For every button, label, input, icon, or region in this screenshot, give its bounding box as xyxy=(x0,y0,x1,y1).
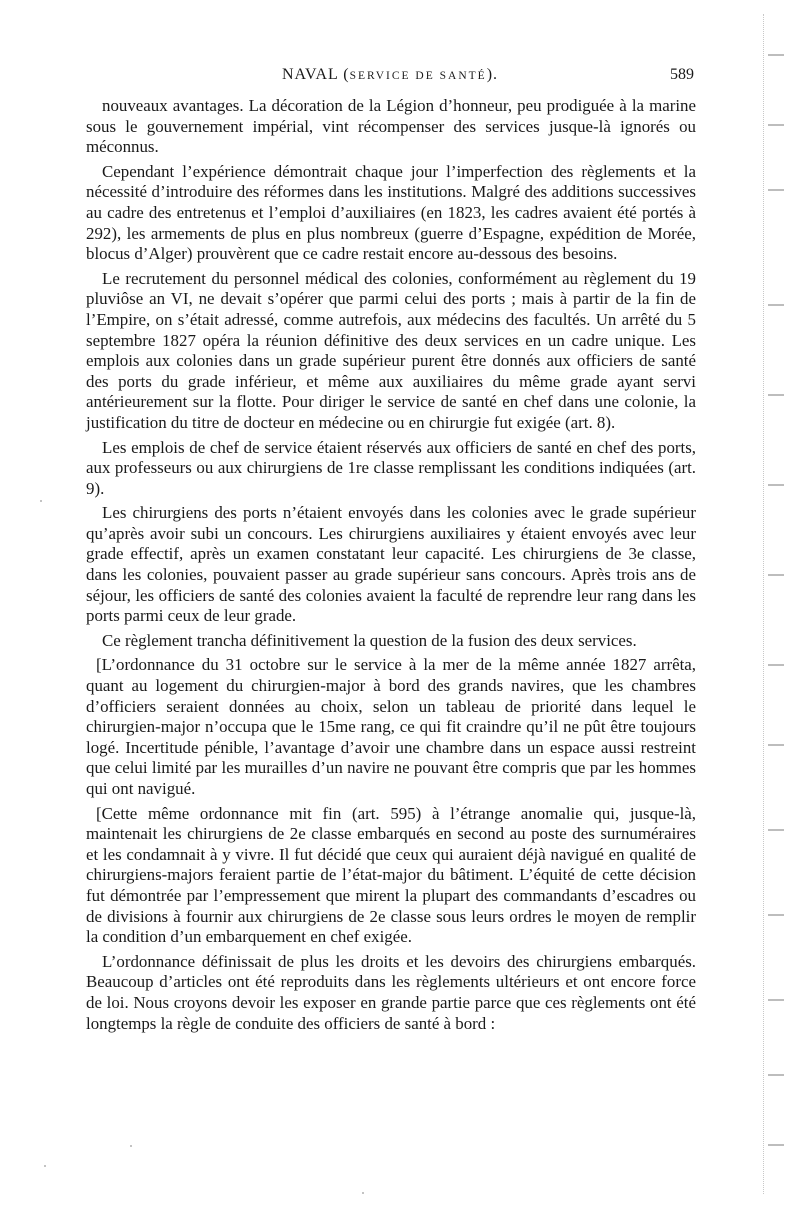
scan-edge-mark xyxy=(768,394,784,396)
paragraph-port-surgeons: Les chirurgiens des ports n’étaient envoyés dans les colonies avec le grade supérieur qu’après avoir subi un concours. Les chirurgiens auxiliaires y étaient envoyés avec leur grade effectif, après un examen constatant leur capacité. Les chirurgiens de 3e classe, dans les colonies, pouvaient passer au grade supérieur sans concours. Après trois ans de séjour, les officiers de santé des colonies avaient la faculté de reprendre leur rang dans les ports parmi ceux de leur grade. xyxy=(86,503,696,626)
page-number: 589 xyxy=(670,66,694,83)
paragraph-rights-duties: L’ordonnance définissait de plus les droits et les devoirs des chirurgiens embarqués. Beaucoup d’articles ont été reproduits dans les règlements ultérieurs et ont encore force de loi. Nous croyons devoir les exposer en grande partie parce que ces règlements ont été longtemps la règle de conduite des officiers de santé à bord : xyxy=(86,951,696,1033)
scan-edge-mark xyxy=(768,999,784,1001)
scan-edge-mark xyxy=(768,1144,784,1146)
running-head xyxy=(86,66,694,90)
scan-edge-mark xyxy=(768,574,784,576)
scan-edge-mark xyxy=(768,54,784,56)
scan-speck xyxy=(44,1165,46,1167)
scan-edge-mark xyxy=(768,124,784,126)
running-title xyxy=(86,66,694,84)
scan-edge-mark xyxy=(768,484,784,486)
scan-edge-mark xyxy=(768,664,784,666)
scan-speck xyxy=(130,1145,132,1147)
scan-edge-marks xyxy=(763,14,786,1194)
paragraph-fusion: Ce règlement trancha définitivement la question de la fusion des deux services. xyxy=(102,630,637,650)
scan-edge-mark xyxy=(768,189,784,191)
paragraph-chief-service: Les emplois de chef de service étaient réservés aux officiers de santé en chef des ports, aux professeurs ou aux chirurgiens de 1re classe remplissant les conditions indiquées (art. 9). xyxy=(86,437,696,498)
scan-edge-mark xyxy=(768,829,784,831)
scan-edge-mark xyxy=(768,304,784,306)
scan-edge-mark xyxy=(768,744,784,746)
scan-speck xyxy=(40,500,42,502)
running-title-end: ). xyxy=(486,66,499,83)
paragraph-reforms: Cependant l’expérience démontrait chaque jour l’imperfection des règlements et la nécessité d’introduire des réformes dans les institutions. Malgré des additions successives au cadre des entretenus et l’emploi d’auxiliaires (en 1823, les cadres avaient été portés à 292), les armements de plus en plus nombreux (guerre d’Espagne, expédition de Morée, blocus d’Alger) prouvèrent que ce cadre restait encore au-dessous des besoins. xyxy=(86,161,696,264)
scan-edge-mark xyxy=(768,1074,784,1076)
paragraph-continuation: nouveaux avantages. La décoration de la Légion d’honneur, peu prodiguée à la marine sous le gouvernement impérial, vint récompenser des services jusque-là ignorés ou méconnus. xyxy=(86,96,696,157)
scan-edge-mark xyxy=(768,914,784,916)
paragraph-colonial-recruitment: Le recrutement du personnel médical des colonies, conformément au règlement du 19 pluviôse an VI, ne devait s’opérer que parmi celui des ports ; mais à partir de la fin de l’Empire, on s’était adressé, comme autrefois, aux médecins des facultés. Un arrêté du 5 septembre 1827 opéra la réunion définitive des deux services en un cadre unique. Les emplois aux colonies dans un grade supérieur purent être donnés aux officiers de santé des ports du grade inférieur, et même aux auxiliaires du même grade ayant servi antérieurement sur la flotte. Pour diriger le service de santé en chef dans une colonie, la justification du titre de docteur en médecine ou en chirurgie fut exigée (art. 8). xyxy=(86,268,696,432)
body-text xyxy=(86,96,696,1034)
paragraph-second-class-surgeons: [Cette même ordonnance mit fin (art. 595) à l’étrange anomalie qui, jusque-là, maintenait les chirurgiens de 2e classe embarqués en second au poste des surnuméraires et les condamnait à y vivre. Il fut décidé que ceux qui auraient déjà navigué en qualité de chirurgiens-majors feraient partie de l’état-major du bâtiment. L’équité de cette décision fut démontrée par l’empressement que mirent la plupart des commandants d’escadres ou de divisions à fournir aux chirurgiens de 2e classe sous leurs ordres le moyen de remplir la condition d’un embarquement en chef exigée. xyxy=(86,803,696,947)
running-title-subtitle: SERVICE DE SANTÉ xyxy=(349,70,487,82)
paragraph-ordinance-1827: [L’ordonnance du 31 octobre sur le service à la mer de la même année 1827 arrêta, quant au logement du chirurgien-major à bord des grands navires, que les chambres d’officiers seraient données au choix, selon un tableau de priorité dans lequel le chirurgien-major n’occupa que le 15me rang, ce qui fit craindre qu’il ne pût être toujours logé. Incertitude pénible, l’avantage d’avoir une chambre dans un espace aussi restreint que celui limité par les murailles d’un navire ne pouvant être compris que par les hommes qui ont navigué. xyxy=(86,655,696,798)
running-title-main: NAVAL ( xyxy=(281,66,350,83)
scan-speck xyxy=(362,1192,364,1194)
